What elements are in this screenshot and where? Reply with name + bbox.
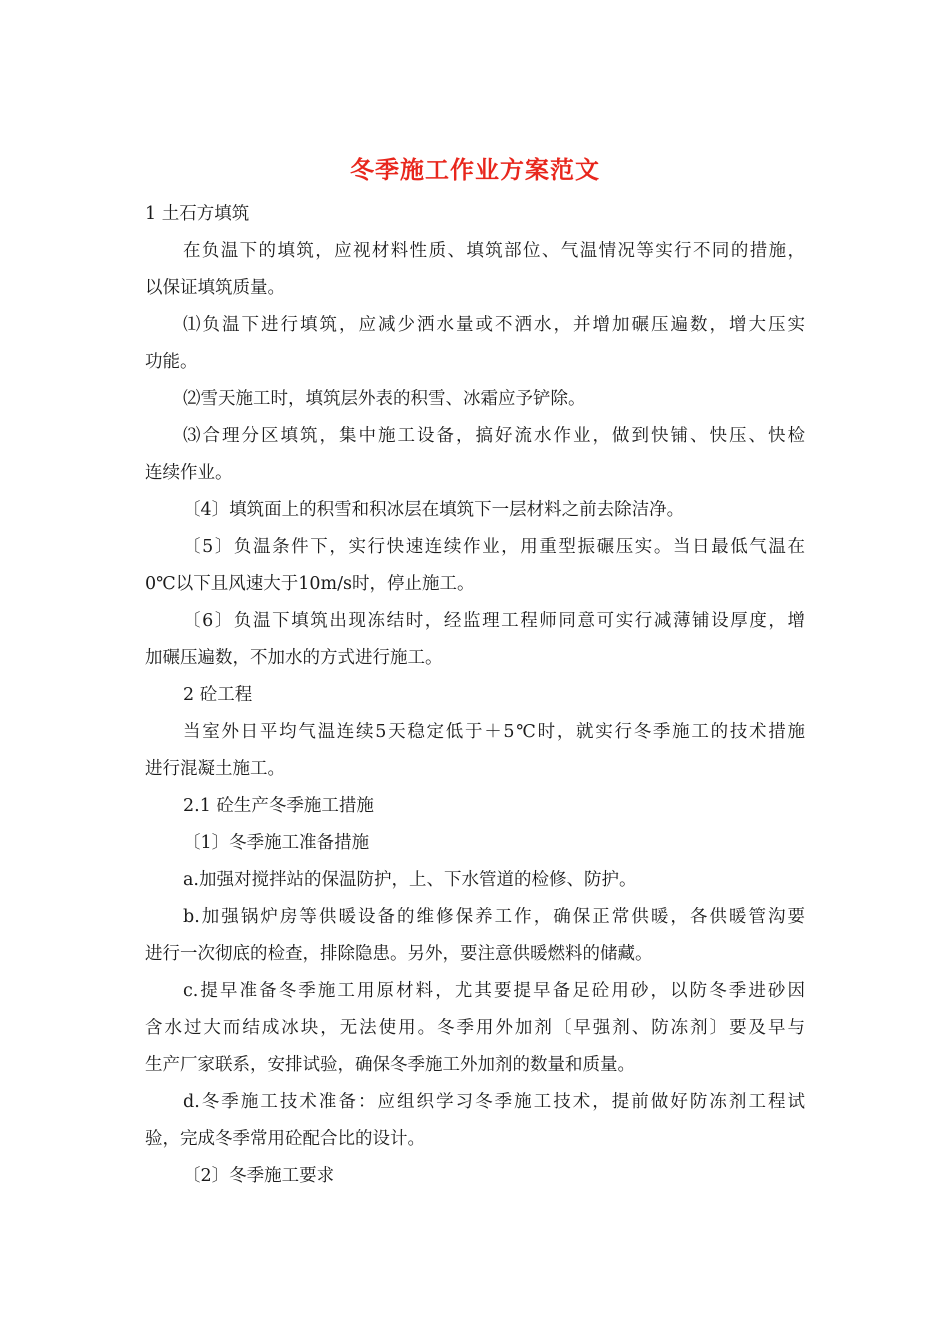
paragraph-line: 进行一次彻底的检查，排除隐患。另外，要注意供暖燃料的储藏。 — [145, 944, 653, 964]
paragraph-line: 连续作业。 — [145, 463, 233, 483]
subsection-heading: 2.1 砼生产冬季施工措施 — [183, 796, 374, 816]
paragraph-line: b.加强锅炉房等供暖设备的维修保养工作，确保正常供暖，各供暖管沟要 — [183, 907, 805, 927]
paragraph-line: 〔5〕负温条件下，实行快速连续作业，用重型振碾压实。当日最低气温在 — [183, 537, 805, 557]
document-body — [145, 196, 805, 1195]
paragraph-line: 验，完成冬季常用砼配合比的设计。 — [145, 1129, 425, 1149]
paragraph-line: ⑵雪天施工时，填筑层外表的积雪、冰霜应予铲除。 — [183, 389, 586, 409]
paragraph-line: 〔1〕冬季施工准备措施 — [183, 833, 370, 853]
paragraph-line: 进行混凝土施工。 — [145, 759, 285, 779]
paragraph-line: 生产厂家联系，安排试验，确保冬季施工外加剂的数量和质量。 — [145, 1055, 635, 1075]
paragraph-line: 以保证填筑质量。 — [145, 278, 285, 298]
paragraph-line: c.提早准备冬季施工用原材料，尤其要提早备足砼用砂，以防冬季进砂因 — [183, 981, 805, 1001]
paragraph-line: d.冬季施工技术准备：应组织学习冬季施工技术，提前做好防冻剂工程试 — [183, 1092, 805, 1112]
paragraph-line: ⑴负温下进行填筑，应减少洒水量或不洒水，并增加碾压遍数，增大压实 — [183, 315, 805, 335]
document-title: 冬季施工作业方案范文 — [350, 155, 600, 184]
paragraph-line: ⑶合理分区填筑，集中施工设备，搞好流水作业，做到快铺、快压、快检 — [183, 426, 805, 446]
paragraph-line: 0℃以下且风速大于10m/s时，停止施工。 — [145, 574, 475, 594]
paragraph-line: 〔4〕填筑面上的积雪和积冰层在填筑下一层材料之前去除洁净。 — [183, 500, 685, 520]
section-heading: 1 土石方填筑 — [145, 204, 250, 224]
section-heading: 2 砼工程 — [183, 685, 253, 705]
paragraph-line: 在负温下的填筑，应视材料性质、填筑部位、气温情况等实行不同的措施， — [183, 241, 805, 261]
paragraph-line: 功能。 — [145, 352, 198, 372]
paragraph-line: 当室外日平均气温连续5天稳定低于＋5℃时，就实行冬季施工的技术措施 — [183, 722, 805, 742]
paragraph-line: 〔6〕负温下填筑出现冻结时，经监理工程师同意可实行减薄铺设厚度，增 — [183, 611, 805, 631]
paragraph-line: a.加强对搅拌站的保温防护，上、下水管道的检修、防护。 — [183, 870, 637, 890]
paragraph-line: 加碾压遍数，不加水的方式进行施工。 — [145, 648, 443, 668]
paragraph-line: 含水过大而结成冰块，无法使用。冬季用外加剂〔早强剂、防冻剂〕要及早与 — [145, 1018, 805, 1038]
paragraph-line: 〔2〕冬季施工要求 — [183, 1166, 335, 1186]
